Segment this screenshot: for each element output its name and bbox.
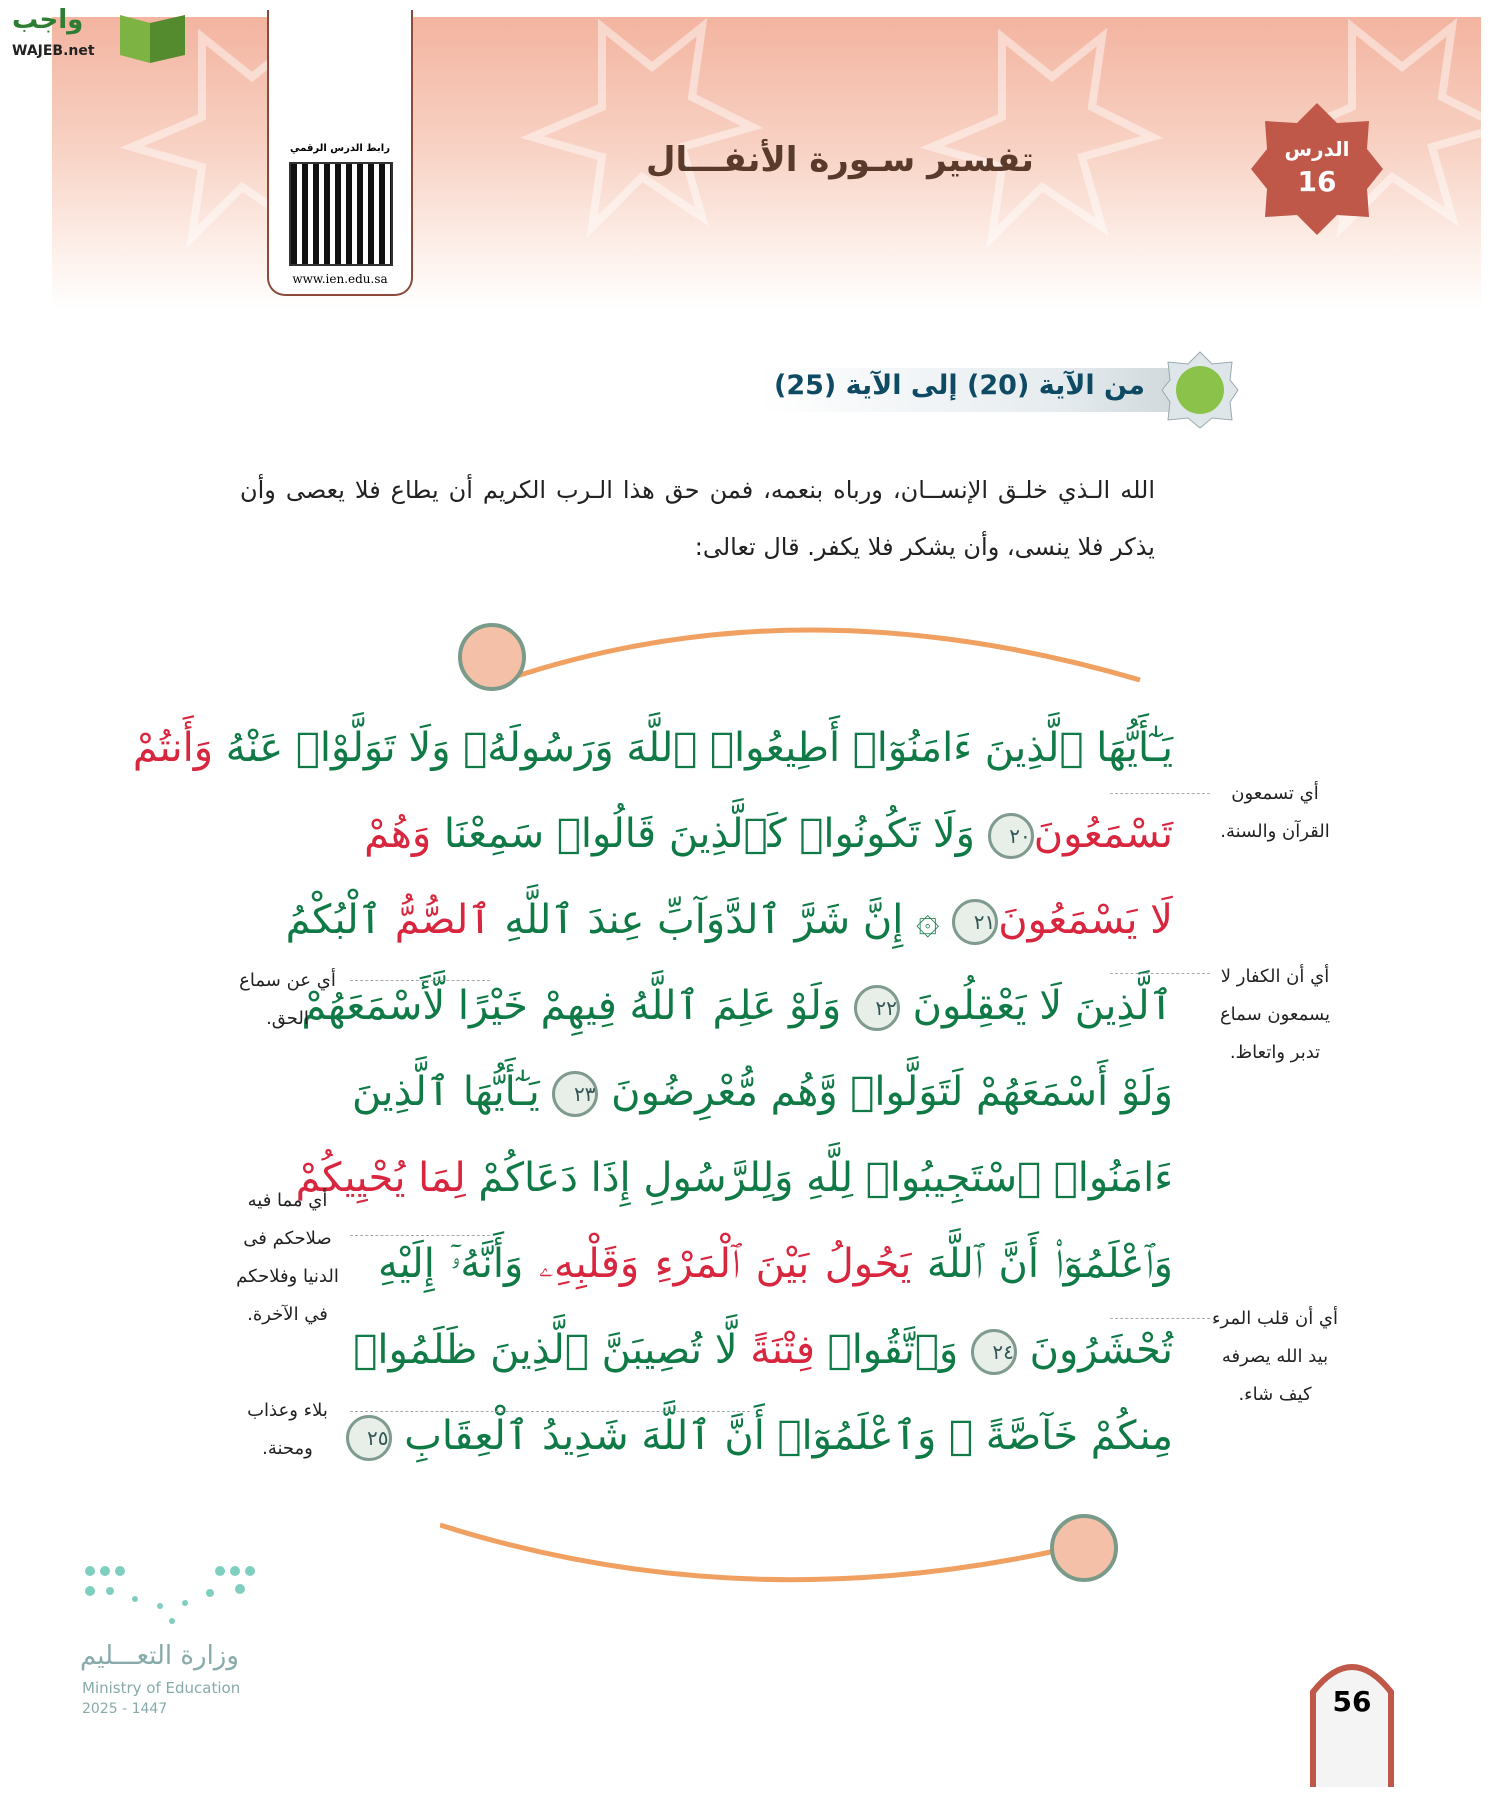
verse-text: لَّا تُصِيبَنَّ ٱلَّذِينَ ظَلَمُوا۟ xyxy=(353,1327,751,1373)
note-left-2: أي مما فيه صلاحكم فى الدنيا وفلاحكم في الآخرة. xyxy=(236,1190,339,1325)
page-title: تفسير سـورة الأنفـــال xyxy=(646,140,1034,180)
note-left-1: أي عن سماع الحق. xyxy=(239,970,336,1029)
lesson-number: 16 xyxy=(1297,165,1337,198)
ministry-arabic: وزارة التعـــليم xyxy=(80,1641,239,1671)
section-heading xyxy=(760,350,1240,430)
note-right-3: أي أن قلب المرء بيد الله يصرفه كيف شاء. xyxy=(1212,1308,1338,1405)
verse-text: ءَامَنُوا۟ ٱسْتَجِيبُوا۟ لِلَّهِ وَلِلرَّسُولِ إِذَا دَعَاكُمْ xyxy=(465,1155,1173,1201)
qr-label: رابط الدرس الرقمي xyxy=(290,143,390,154)
highlighted-word: وَأَنتُمْ xyxy=(132,725,214,771)
ayah-number-marker: ٢٢ xyxy=(854,985,900,1031)
lesson-label: الدرس xyxy=(1284,137,1350,161)
highlighted-word: تَسْمَعُونَ xyxy=(1033,811,1173,857)
note-leader xyxy=(1110,793,1210,794)
ministry-logo xyxy=(80,1561,270,1726)
section-heading-text: من الآية (20) إلى الآية (25) xyxy=(774,370,1145,401)
note-left-3: بلاء وعذاب ومحنة. xyxy=(247,1400,328,1459)
verse-text: ٱلْبُكْمُ xyxy=(285,897,395,943)
qr-code[interactable] xyxy=(289,162,393,266)
ornament-top xyxy=(460,625,524,689)
verse-line xyxy=(285,877,1173,963)
ayah-number-marker: ٢٥ xyxy=(346,1415,392,1461)
dots-pattern xyxy=(80,1561,270,1631)
verse-text: وَأَنَّهُۥٓ إِلَيْهِ xyxy=(378,1241,539,1287)
green-star-icon xyxy=(1160,350,1240,430)
highlighted-word: يَحُولُ بَيْنَ ٱلْمَرْءِ وَقَلْبِهِۦ xyxy=(538,1241,912,1287)
logo-arabic: واجب xyxy=(12,5,84,35)
note-leader xyxy=(350,1235,490,1236)
highlighted-word: لِمَا يُحْيِيكُمْ xyxy=(295,1155,466,1201)
page-number: 56 xyxy=(1332,1685,1372,1718)
verse-line xyxy=(367,1393,1173,1479)
verse-line xyxy=(364,791,1173,877)
note-leader xyxy=(350,980,490,981)
ayah-number-marker: ٢١ xyxy=(952,899,998,945)
lesson-badge xyxy=(1251,103,1383,235)
highlighted-word: فِتْنَةً xyxy=(750,1327,815,1373)
qr-card[interactable] xyxy=(267,10,413,296)
year: 2025 - 1447 xyxy=(82,1701,168,1717)
verse-text: ٱلَّذِينَ لَا يَعْقِلُونَ xyxy=(899,983,1173,1029)
note-right-1: أي تسمعون القرآن والسنة. xyxy=(1220,783,1330,842)
note-right-2: أي أن الكفار لا يسمعون سماع تدبر واتعاظ. xyxy=(1219,966,1331,1063)
highlighted-word: وَهُمْ xyxy=(364,811,432,857)
verse-line xyxy=(378,1221,1173,1307)
verse-line xyxy=(295,1135,1173,1221)
verse-line xyxy=(301,963,1173,1049)
ayah-number-marker: ٢٤ xyxy=(971,1329,1017,1375)
verse-line xyxy=(351,1049,1173,1135)
verse-line xyxy=(132,705,1173,791)
verse-text: يَـٰٓأَيُّهَا ٱلَّذِينَ xyxy=(351,1069,553,1115)
logo-latin: WAJEB.net xyxy=(12,43,95,59)
qr-url[interactable]: www.ien.edu.sa xyxy=(292,272,388,286)
verse-text: يَـٰٓأَيُّهَا ٱلَّذِينَ ءَامَنُوٓا۟ أَطِيعُوا۟ ٱللَّهَ وَرَسُولَهُۥ وَلَا تَوَلَّوْا۟ عَنْهُ xyxy=(213,725,1173,771)
ornament-bottom xyxy=(1052,1516,1116,1580)
verse-text: وَلَوْ عَلِمَ ٱللَّهُ فِيهِمْ خَيْرًا لَّأَسْمَعَهُمْ xyxy=(301,983,854,1029)
intro-paragraph: الله الـذي خلـق الإنســان، ورباه بنعمه، فمن حق هذا الـرب الكريم أن يطاع فلا يعصى وأن يذكر فلا ينسى، وأن يشكر فلا يكفر. قال تعالى: xyxy=(240,476,1155,561)
highlighted-word: ٱلصُّمُّ xyxy=(394,897,492,943)
verse-line xyxy=(353,1307,1173,1393)
verse-text: وَٱعْلَمُوٓا۟ أَنَّ ٱللَّهَ xyxy=(911,1241,1173,1287)
verse-text: مِنكُمْ خَآصَّةً ۖ وَٱعْلَمُوٓا۟ أَنَّ ٱللَّهَ شَدِيدُ ٱلْعِقَابِ xyxy=(391,1413,1173,1459)
highlighted-word: لَا يَسْمَعُونَ xyxy=(998,897,1173,943)
ministry-english: Ministry of Education xyxy=(82,1679,241,1697)
verse-text: وَلَوْ أَسْمَعَهُمْ لَتَوَلَّوا۟ وَّهُم مُّعْرِضُونَ xyxy=(598,1069,1173,1115)
verse-text: ۞ إِنَّ شَرَّ ٱلدَّوَآبِّ عِندَ ٱللَّهِ xyxy=(491,897,953,943)
verse-text: وَٱتَّقُوا۟ xyxy=(814,1327,971,1373)
verse-text: تُحْشَرُونَ xyxy=(1016,1327,1173,1373)
note-leader xyxy=(1110,973,1210,974)
verse-text: وَلَا تَكُونُوا۟ كَٱلَّذِينَ قَالُوا۟ سَمِعْنَا xyxy=(431,811,988,857)
note-leader xyxy=(1110,1318,1210,1319)
page-number-badge xyxy=(1309,1647,1395,1787)
ayah-number-marker: ٢٠ xyxy=(988,813,1034,859)
note-leader xyxy=(350,1411,750,1412)
ayah-number-marker: ٢٣ xyxy=(552,1071,598,1117)
wajeb-logo xyxy=(10,5,190,65)
